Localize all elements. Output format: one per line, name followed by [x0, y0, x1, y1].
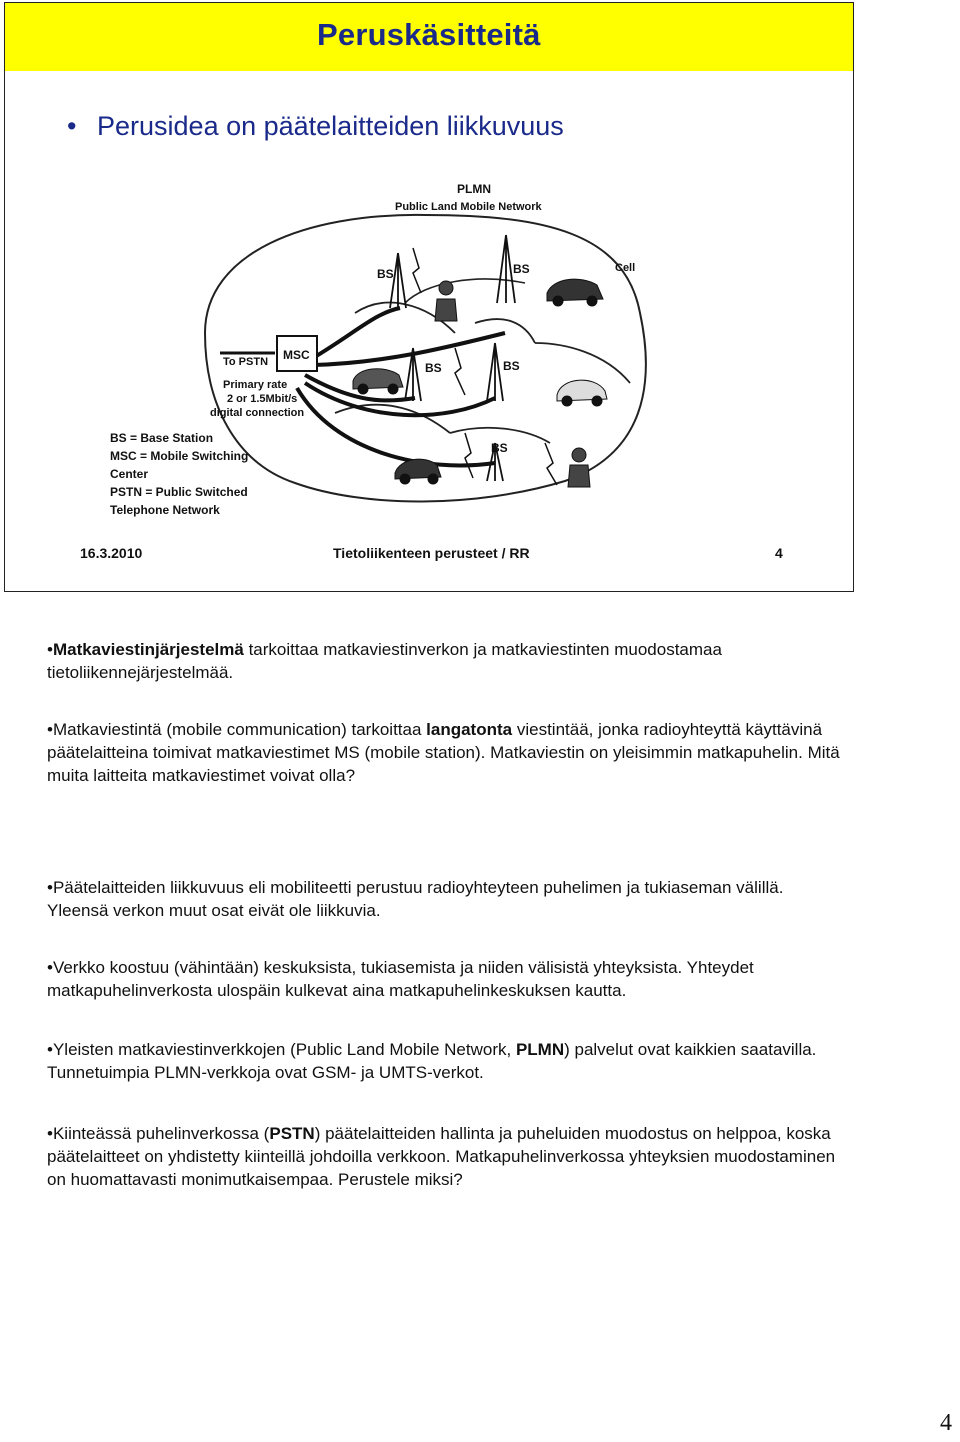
- term-bold: PSTN: [269, 1124, 315, 1143]
- bs-label: BS: [425, 361, 442, 375]
- slide: [4, 2, 854, 592]
- plmn-full-label: Public Land Mobile Network: [395, 201, 542, 213]
- slide-bullet-text: Perusidea on päätelaitteiden liikkuvuus: [97, 111, 564, 141]
- note-text: ) palvelut ovat kaikkien saatavilla. Tunnetuimpia PLMN-verkkoja ovat GSM- ja UMTS-verkot.: [47, 1040, 817, 1082]
- bs-label: BS: [513, 262, 530, 276]
- note-text: •Matkaviestintä (mobile communication) tarkoittaa: [47, 720, 427, 739]
- legend-line: PSTN = Public Switched: [110, 485, 248, 499]
- cell-boundary: [535, 343, 630, 383]
- digital-connection-label: digital connection: [210, 407, 305, 419]
- car-icon: [353, 369, 403, 394]
- term-bold: PLMN: [515, 1040, 565, 1059]
- note-paragraph: [47, 1122, 847, 1191]
- bs-label: BS: [503, 359, 520, 373]
- note-text: tarkoittaa matkaviestinverkon ja matkaviestinten muodostamaa tietoliikennejärjestelmää.: [47, 640, 722, 682]
- cell-boundary: [405, 279, 525, 303]
- rate-value-label: 2 or 1.5Mbit/s: [227, 393, 298, 405]
- note-paragraph: •Verkko koostuu (vähintään) keskuksista, tukiasemista ja niiden välisistä yhteyksista. Yhteydet matkapuhelinverkosta ulospäin kulkevat aina matkapuhelinkeskuksen kautta.: [47, 958, 754, 1000]
- page-number: 4: [940, 1410, 952, 1436]
- note-paragraph: •Päätelaitteiden liikkuvuus eli mobiliteetti perustuu radioyhteyteen puhelimen ja tukiaseman välillä. Yleensä verkon muut osat eivät ole liikkuvia.: [47, 878, 784, 920]
- bullet-mark: •: [67, 111, 77, 141]
- note-text: •Yleisten matkaviestinverkkojen (Public Land Mobile Network,: [47, 1040, 516, 1059]
- person-icon: [568, 448, 590, 487]
- legend-line: Telephone Network: [110, 503, 220, 517]
- legend-line: MSC = Mobile Switching: [110, 449, 249, 463]
- legend-line: Center: [110, 467, 149, 481]
- bs-label: BS: [377, 267, 394, 281]
- msc-link: [313, 308, 400, 358]
- car-icon: [547, 279, 603, 306]
- cell-label: Cell: [615, 262, 636, 274]
- to-pstn-label: To PSTN: [223, 356, 269, 368]
- plmn-label: PLMN: [457, 182, 491, 196]
- term-bold: Matkaviestinjärjestelmä: [52, 640, 244, 659]
- note-paragraph: [47, 1038, 847, 1084]
- legend-line: BS = Base Station: [110, 431, 214, 445]
- car-icon: [557, 380, 607, 406]
- note-paragraph: [47, 638, 847, 684]
- term-bold: langatonta: [426, 720, 513, 739]
- note-text: viestintää, jonka radioyhteyttä käyttävinä päätelaitteina toimivat matkaviestimet MS (mobile station). Matkaviestin on yleisimmin matkapuhelin. Mitä muita laitteita matkaviestimet voivat olla?: [47, 720, 840, 785]
- note-text: •Kiinteässä puhelinverkossa (: [47, 1124, 270, 1143]
- footer-course: Tietoliikenteen perusteet / RR: [333, 545, 530, 561]
- msc-label: MSC: [283, 348, 310, 362]
- note-paragraph: [47, 718, 847, 787]
- slide-title: Peruskäsitteitä: [317, 17, 541, 52]
- note-text: ) päätelaitteiden hallinta ja puheluiden muodostus on helppoa, koska päätelaitteet on yhdistetty kiinteillä johdoilla verkkoon. Matkapuhelinverkossa yhteyksien muodostaminen on huomattavasti monimutkaisempaa. Perustele miksi?: [47, 1124, 836, 1189]
- car-icon: [395, 459, 441, 484]
- bullet-mark: •: [47, 640, 53, 659]
- network-diagram: [5, 3, 854, 592]
- footer-date: 16.3.2010: [80, 545, 143, 561]
- person-icon: [435, 281, 457, 321]
- footer-page-number: 4: [775, 545, 783, 561]
- bs-label: BS: [491, 441, 508, 455]
- cell-boundary: [335, 405, 450, 433]
- primary-rate-label: Primary rate: [223, 379, 288, 391]
